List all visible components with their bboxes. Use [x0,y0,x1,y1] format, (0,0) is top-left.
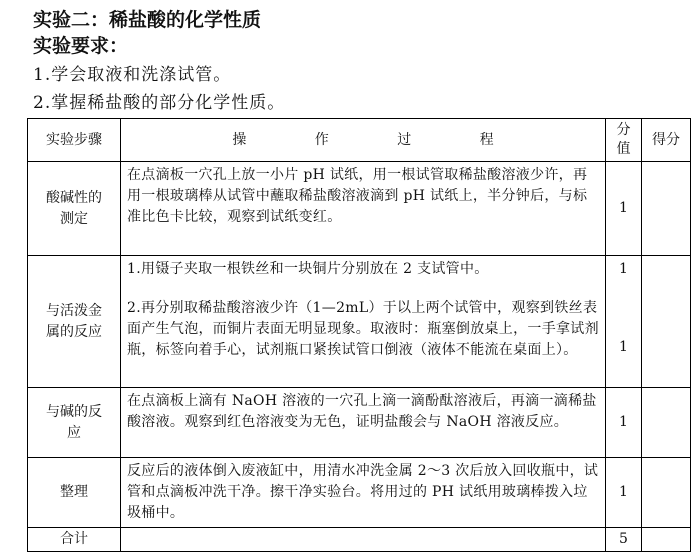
total-label: 合计 [28,528,121,552]
got-score-cell[interactable] [642,256,691,388]
procedure-cell: 在点滴板一穴孔上放一小片 pH 试纸，用一根试管取稀盐酸溶液少许，再用一根玻璃棒从试管中蘸取稀盐酸溶液滴到 pH 试纸上，半分钟后，与标准比色卡比较，观察到试纸变红。 [121,162,606,256]
procedure-cell [121,256,606,388]
experiment-title: 实验二：稀盐酸的化学性质 [33,9,262,31]
got-score-cell[interactable] [642,458,691,528]
table-row [28,458,691,528]
header-step: 实验步骤 [28,119,121,162]
header-procedure: 操 作 过 程 [121,119,606,162]
header-score: 分 值 [606,119,642,162]
score-cell: 1 1 [606,256,642,388]
header-got: 得分 [642,119,691,162]
score-cell: 1 [606,388,642,458]
score-cell: 1 [606,458,642,528]
table-row [28,388,691,458]
procedure-cell: 在点滴板上滴有 NaOH 溶液的一穴孔上滴一滴酚酞溶液后，再滴一滴稀盐酸溶液。观察到红色溶液变为无色，证明盐酸会与 NaOH 溶液反应。 [121,388,606,458]
table-row [28,162,691,256]
table-total-row [28,528,691,552]
requirement-item-2: 2.掌握稀盐酸的部分化学性质。 [33,93,286,113]
table-row [28,256,691,388]
total-score: 5 [606,528,642,552]
got-score-cell[interactable] [642,388,691,458]
procedure-cell: 反应后的液体倒入废液缸中，用清水冲洗金属 2～3 次后放入回收瓶中，试管和点滴板冲洗干净。擦干净实验台。将用过的 PH 试纸用玻璃棒拨入垃圾桶中。 [121,458,606,528]
got-score-cell[interactable] [642,162,691,256]
total-empty-cell [121,528,606,552]
procedure-step-2: 2.再分别取稀盐酸溶液少许（1—2mL）于以上两个试管中，观察到铁丝表面产生气泡，而铜片表面无明显现象。取液时：瓶塞倒放桌上，一手拿试剂瓶，标签向着手心，试剂瓶口紧挨试管口倒液（液体不能流在桌面上）。 [127,300,599,358]
procedure-step-1: 1.用镊子夹取一根铁丝和一块铜片分别放在 2 支试管中。 [127,261,489,277]
requirements-heading: 实验要求： [33,35,129,57]
step-cell: 与活泼金 属的反应 [28,256,121,388]
step-cell: 酸碱性的 测定 [28,162,121,256]
requirement-item-1: 1.学会取液和洗涤试管。 [33,65,232,85]
experiment-table [27,118,691,552]
total-got-cell[interactable] [642,528,691,552]
step-cell: 整理 [28,458,121,528]
step-cell: 与碱的反 应 [28,388,121,458]
score-cell: 1 [606,162,642,256]
table-header-row [28,119,691,162]
